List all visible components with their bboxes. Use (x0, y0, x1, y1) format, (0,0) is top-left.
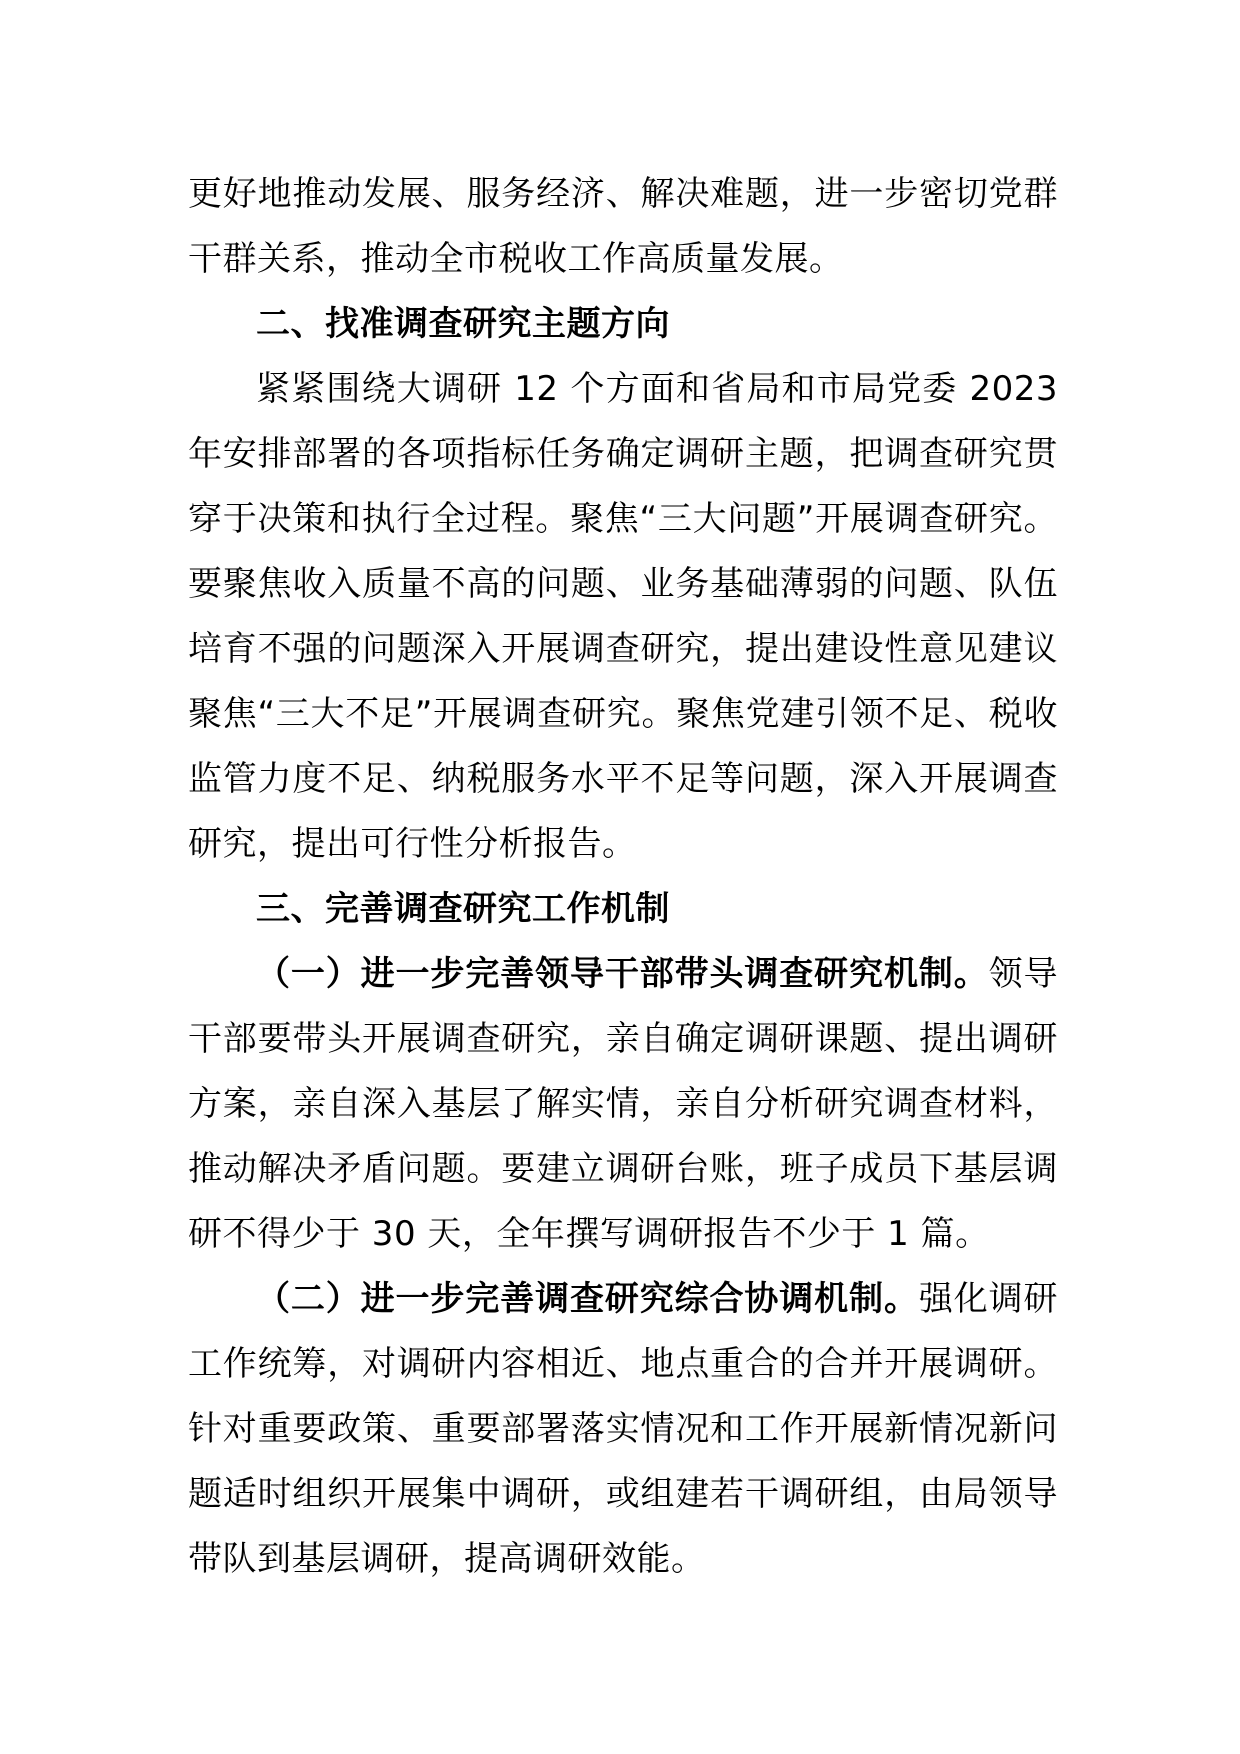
paragraph-leadership-mechanism (188, 942, 1058, 1267)
paragraph-lead: （二）进一步完善调查研究综合协调机制。 (256, 1279, 919, 1319)
paragraph-lead: （一）进一步完善领导干部带头调查研究机制。 (256, 954, 989, 994)
heading-text: 三、完善调查研究工作机制 (256, 889, 670, 929)
heading-text: 二、找准调查研究主题方向 (256, 304, 670, 344)
paragraph-text: 紧紧围绕大调研 12 个方面和省局和市局党委 2023 年安排部署的各项指标任务确定调研主题，把调查研究贯穿于决策和执行全过程。聚焦“三大问题”开展调查研究。要聚焦收入质量不高的问题、业务基础薄弱的问题、队伍培育不强的问题深入开展调查研究，提出建设性意见建议聚焦“三大不足”开展调查研究。聚焦党建引领不足、税收监管力度不足、纳税服务水平不足等问题，深入开展调查研究，提出可行性分析报告。 (188, 369, 1058, 864)
paragraph-text: 更好地推动发展、服务经济、解决难题，进一步密切党群干群关系，推动全市税收工作高质量发展。 (188, 174, 1058, 279)
section-heading-3 (188, 877, 1058, 942)
paragraph-text: 强化调研工作统筹，对调研内容相近、地点重合的合并开展调研。针对重要政策、重要部署落实情况和工作开展新情况新问题适时组织开展集中调研，或组建若干调研组，由局领导带队到基层调研，提高调研效能。 (188, 1279, 1059, 1579)
document-body (188, 162, 1058, 1592)
paragraph-text: 领导干部要带头开展调查研究，亲自确定调研课题、提出调研方案，亲自深入基层了解实情，亲自分析研究调查材料，推动解决矛盾问题。要建立调研台账，班子成员下基层调研不得少于 30 天，全年撰写调研报告不少于 1 篇。 (188, 954, 1059, 1254)
paragraph-continuation (188, 162, 1058, 292)
section-heading-2 (188, 292, 1058, 357)
paragraph-coordination-mechanism (188, 1267, 1058, 1592)
paragraph-research-topics (188, 357, 1058, 877)
